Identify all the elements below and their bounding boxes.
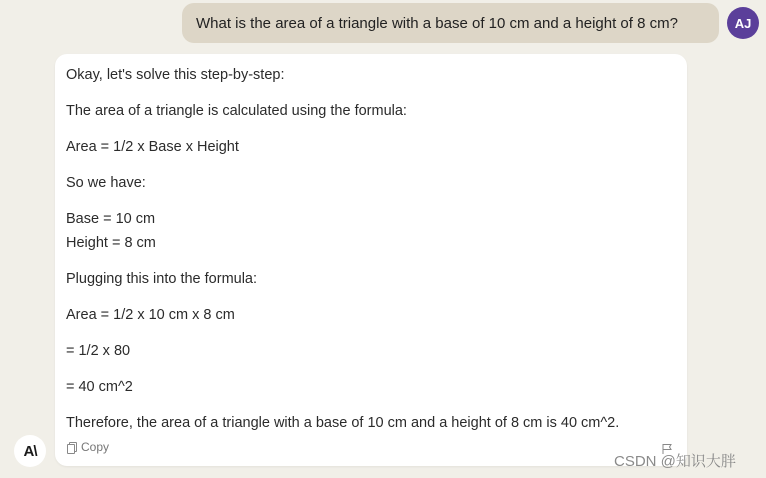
response-line: Height = 8 cm: [66, 235, 156, 251]
response-line: Therefore, the area of a triangle with a base of 10 cm and a height of 8 cm is 40 cm^2.: [66, 415, 620, 431]
user-avatar[interactable]: AJ: [727, 7, 759, 39]
response-line: = 40 cm^2: [66, 379, 133, 395]
response-line: Plugging this into the formula:: [66, 271, 258, 287]
response-line: So we have:: [66, 175, 146, 191]
copy-label: Copy: [81, 440, 110, 454]
watermark: CSDN @知识大胖: [614, 453, 736, 470]
assistant-message: [55, 54, 687, 466]
copy-icon: [67, 442, 77, 453]
response-line: Area = 1/2 x 10 cm x 8 cm: [66, 307, 235, 323]
user-message: What is the area of a triangle with a base of 10 cm and a height of 8 cm?: [182, 3, 719, 43]
response-line: Area = 1/2 x Base x Height: [66, 139, 239, 155]
response-line: The area of a triangle is calculated using the formula:: [66, 103, 407, 119]
assistant-logo: A\: [14, 435, 46, 467]
copy-button[interactable]: [67, 440, 109, 454]
response-line: Okay, let's solve this step-by-step:: [66, 67, 285, 83]
response-line: Base = 10 cm: [66, 211, 156, 227]
response-line: = 1/2 x 80: [66, 343, 131, 359]
